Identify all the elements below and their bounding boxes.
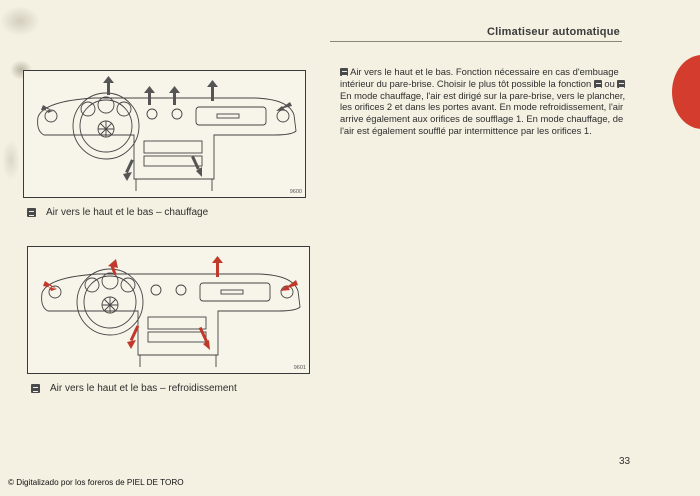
dashboard-vents-diagram-icon (28, 247, 309, 373)
page-header-title: Climatiseur automatique (487, 26, 620, 38)
body-or-word: ou (604, 77, 615, 89)
figure-caption-text: Air vers le haut et le bas – chauffage (46, 207, 209, 218)
defrost-mode-icon (617, 80, 625, 88)
figure-code: 9600 (289, 189, 302, 195)
figure-caption (27, 207, 208, 218)
figure-cooling (27, 246, 310, 374)
body-paragraph-intro (340, 66, 630, 90)
body-line2: En mode chauffage, l'air est dirigé sur la pare-brise, vers le plancher, les orifices 2 et dans les portes avant. En mode refroidissement, l'air arrive également aux orifices de soufflage 1. En mode chauffage, de l'air est également soufflé par intermittence par les orifices 1. (340, 89, 626, 136)
figure-heating (23, 70, 306, 198)
figure-code: 9601 (293, 365, 306, 371)
paper-stain (2, 140, 20, 180)
defrost-mode-icon (594, 80, 602, 88)
defrost-mode-icon (27, 208, 36, 217)
body-line1: Air vers le haut et le bas. Fonction nécessaire en cas d'embuage intérieur du pare-brise. Choisir le plus tôt possible la fonction (340, 66, 619, 89)
figure-caption-text: Air vers le haut et le bas – refroidissement (50, 383, 237, 394)
header-divider (330, 41, 622, 42)
defrost-mode-icon (31, 384, 40, 393)
footer-credit: © Digitalizado por los foreros de PIEL DE TORO (8, 478, 184, 487)
paper-stain (0, 6, 40, 36)
section-marker-tab (672, 55, 700, 129)
page-number: 33 (619, 456, 631, 467)
body-paragraph (340, 66, 630, 137)
figure-caption (31, 383, 237, 394)
defrost-mode-icon (340, 68, 348, 76)
dashboard-vents-diagram-icon (24, 71, 305, 197)
